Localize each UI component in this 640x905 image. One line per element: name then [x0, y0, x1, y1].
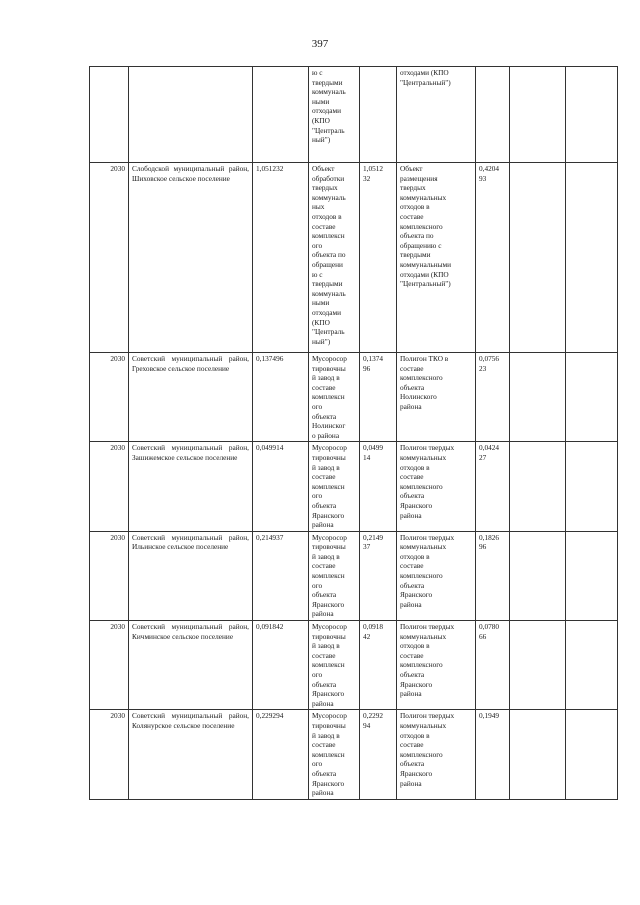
- placement-object-cell-text: Полигон твердых коммунальных отходов в составе комплексного объекта Яранского района: [400, 711, 455, 788]
- volume-cell: [253, 710, 309, 799]
- placement-volume-cell-text: 0,4204 93: [479, 164, 500, 183]
- processing-volume-cell-text: 0,1374 96: [363, 354, 384, 373]
- page-number: 397: [311, 38, 329, 50]
- volume-cell-text: 0,229294: [256, 711, 284, 721]
- processing-object-cell-text: Мусоросор тировочны й завод в составе комплексн ого объекта Яранского района: [312, 711, 347, 798]
- processing-volume-cell: [360, 621, 397, 710]
- processing-volume-cell-text: 0,0918 42: [363, 622, 384, 641]
- placement-object-cell: [397, 621, 476, 710]
- table-row: [90, 442, 618, 531]
- processing-volume-cell: [360, 67, 397, 163]
- volume-cell: [253, 621, 309, 710]
- empty-cell: [510, 163, 566, 353]
- placement-object-cell-text: Объект размещения твердых коммунальных отходов в составе комплексного объекта по обращению с твердыми коммунальными отходами (КПО "Центральный"): [400, 164, 452, 289]
- processing-volume-cell-text: 0,2292 94: [363, 711, 384, 730]
- placement-volume-cell: [476, 353, 510, 442]
- placement-object-cell: [397, 67, 476, 163]
- municipality-cell: [129, 67, 253, 163]
- processing-object-cell-text: Мусоросор тировочны й завод в составе комплексн ого объекта Нолинског о района: [312, 354, 347, 440]
- placement-volume-cell-text: 0,0756 23: [479, 354, 500, 373]
- placement-volume-cell: [476, 163, 510, 353]
- placement-object-cell: [397, 710, 476, 799]
- year-cell-text: 2030: [110, 711, 125, 721]
- empty-cell: [566, 531, 618, 620]
- placement-volume-cell-text: 0,0780 66: [479, 622, 500, 641]
- processing-volume-cell: [360, 710, 397, 799]
- placement-volume-cell: [476, 621, 510, 710]
- processing-object-cell: [309, 531, 360, 620]
- volume-cell-text: 0,137496: [256, 354, 284, 363]
- volume-cell-text: 0,049914: [256, 443, 284, 453]
- placement-volume-cell-text: 0,1826 96: [479, 532, 500, 552]
- empty-cell: [566, 710, 618, 799]
- processing-object-cell: [309, 67, 360, 163]
- processing-volume-cell-text: 1,0512 32: [363, 164, 384, 183]
- empty-cell: [566, 442, 618, 531]
- year-cell: [90, 531, 129, 620]
- empty-cell: [510, 67, 566, 163]
- volume-cell-text: 1,051232: [256, 164, 284, 173]
- volume-cell: [253, 353, 309, 442]
- table-row: [90, 531, 618, 620]
- placement-object-cell-text: Полигон твердых коммунальных отходов в составе комплексного объекта Яранского района: [400, 443, 455, 520]
- processing-object-cell-text: Мусоросор тировочны й завод в составе комплексн ого объекта Яранского района: [312, 532, 347, 619]
- placement-object-cell: [397, 163, 476, 353]
- processing-object-cell: [309, 710, 360, 799]
- municipality-cell-text: Советский муниципальный район, Греховское сельское поселение: [132, 354, 249, 373]
- municipality-cell-text: Советский муниципальный район, Зашижемское сельское поселение: [132, 443, 249, 462]
- year-cell: [90, 67, 129, 163]
- empty-cell: [510, 710, 566, 799]
- placement-volume-cell: [476, 710, 510, 799]
- processing-object-cell: [309, 442, 360, 531]
- processing-volume-cell: [360, 531, 397, 620]
- table-row: [90, 621, 618, 710]
- placement-object-cell-text: Полигон твердых коммунальных отходов в составе комплексного объекта Яранского района: [400, 622, 455, 699]
- year-cell: [90, 621, 129, 710]
- table-row: [90, 163, 618, 353]
- empty-cell: [510, 531, 566, 620]
- empty-cell: [566, 163, 618, 353]
- municipality-cell: [129, 353, 253, 442]
- year-cell-text: 2030: [110, 354, 125, 363]
- year-cell-text: 2030: [110, 532, 125, 542]
- processing-object-cell-text: Объект обработки твердых коммуналь ных отходов в составе комплексн ого объекта по обращени ю с твердыми коммуналь ными отходами (КПО "Централь ный"): [312, 164, 346, 346]
- empty-cell: [510, 442, 566, 531]
- empty-cell: [510, 621, 566, 710]
- volume-cell-text: 0,091842: [256, 622, 284, 632]
- placement-object-cell-text: Полигон твердых коммунальных отходов в составе комплексного объекта Яранского района: [400, 532, 455, 609]
- processing-object-cell: [309, 621, 360, 710]
- placement-object-cell: [397, 531, 476, 620]
- empty-cell: [566, 353, 618, 442]
- municipality-cell-text: Советский муниципальный район, Кичминское сельское поселение: [132, 622, 249, 641]
- processing-volume-cell-text: 0,0499 14: [363, 443, 384, 462]
- placement-object-cell-text: отходами (КПО "Центральный"): [400, 68, 451, 87]
- volume-cell-text: 0,214937: [256, 532, 284, 542]
- year-cell-text: 2030: [110, 443, 125, 453]
- processing-object-cell: [309, 353, 360, 442]
- placement-volume-cell-text: 0,0424 27: [479, 443, 500, 462]
- processing-volume-cell: [360, 163, 397, 353]
- processing-volume-cell: [360, 353, 397, 442]
- empty-cell: [566, 67, 618, 163]
- municipality-cell-text: Советский муниципальный район, Ильинское сельское поселение: [132, 532, 249, 552]
- processing-object-cell-text: Мусоросор тировочны й завод в составе комплексн ого объекта Яранского района: [312, 622, 347, 708]
- processing-object-cell: [309, 163, 360, 353]
- municipality-cell: [129, 163, 253, 353]
- processing-object-cell-text: ю с твердыми коммуналь ными отходами (КПО "Централь ный"): [312, 68, 346, 145]
- placement-volume-cell-text: 0,1949: [479, 711, 500, 721]
- municipality-cell: [129, 531, 253, 620]
- processing-volume-cell-text: 0,2149 37: [363, 532, 384, 552]
- year-cell: [90, 710, 129, 799]
- municipality-cell: [129, 442, 253, 531]
- year-cell-text: 2030: [110, 622, 125, 632]
- municipality-cell-text: Советский муниципальный район, Колянурское сельское поселение: [132, 711, 249, 730]
- year-cell: [90, 163, 129, 353]
- placement-volume-cell: [476, 67, 510, 163]
- volume-cell: [253, 163, 309, 353]
- municipality-cell: [129, 621, 253, 710]
- table-row: [90, 353, 618, 442]
- waste-flow-table: [89, 66, 618, 800]
- placement-object-cell: [397, 442, 476, 531]
- placement-volume-cell: [476, 531, 510, 620]
- year-cell: [90, 442, 129, 531]
- municipality-cell-text: Слободской муниципальный район, Шиховское сельское поселение: [132, 164, 249, 183]
- table-row: [90, 710, 618, 799]
- empty-cell: [566, 621, 618, 710]
- processing-volume-cell: [360, 442, 397, 531]
- processing-object-cell-text: Мусоросор тировочны й завод в составе комплексн ого объекта Яранского района: [312, 443, 347, 530]
- year-cell-text: 2030: [110, 164, 125, 173]
- placement-object-cell-text: Полигон ТКО в составе комплексного объекта Нолинского района: [400, 354, 449, 411]
- volume-cell: [253, 531, 309, 620]
- volume-cell: [253, 442, 309, 531]
- table-row: [90, 67, 618, 163]
- empty-cell: [510, 353, 566, 442]
- placement-volume-cell: [476, 442, 510, 531]
- municipality-cell: [129, 710, 253, 799]
- volume-cell: [253, 67, 309, 163]
- year-cell: [90, 353, 129, 442]
- placement-object-cell: [397, 353, 476, 442]
